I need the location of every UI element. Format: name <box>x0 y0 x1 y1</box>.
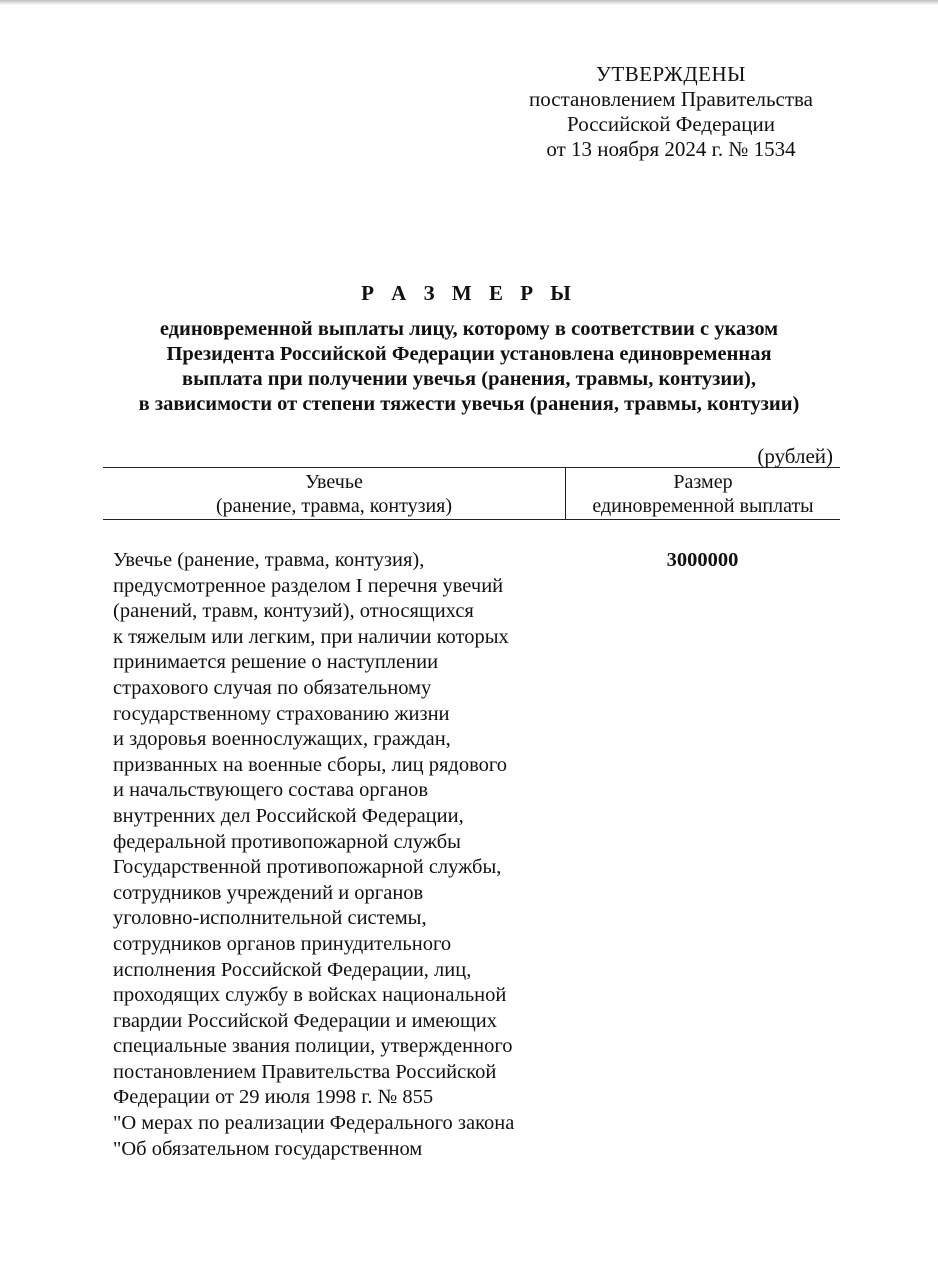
injury-description-cell <box>103 548 565 1162</box>
description-line: страхового случая по обязательному <box>113 676 432 699</box>
description-line: Федерации от 29 июля 1998 г. № 855 <box>113 1086 434 1109</box>
description-line: Государственной противопожарной службы, <box>113 856 502 879</box>
approval-line: от 13 ноября 2024 г. № 1534 <box>546 137 796 161</box>
column-header-line: Увечье <box>305 471 363 493</box>
description-line: предусмотренное разделом I перечня увечий <box>113 574 504 597</box>
description-line: государственному страхованию жизни <box>113 702 450 725</box>
description-line: проходящих службу в войсках национальной <box>113 984 507 1007</box>
description-line: "Об обязательном государственном <box>113 1137 423 1160</box>
description-line: Увечье (ранение, травма, контузия), <box>113 549 425 571</box>
approval-line: постановлением Правительства <box>528 87 813 111</box>
description-line: сотрудников органов принудительного <box>113 932 452 955</box>
subtitle-line: в зависимости от степени тяжести увечья (ранения, травмы, контузии) <box>138 393 800 415</box>
table-row <box>103 520 840 1162</box>
description-line: (ранений, травм, контузий), относящихся <box>113 600 474 623</box>
payment-amount-cell: 3000000 <box>666 549 739 571</box>
column-header-amount <box>566 468 840 519</box>
description-line: "О мерах по реализации Федерального закона <box>113 1112 515 1135</box>
description-line: призванных на военные сборы, лиц рядового <box>113 753 508 776</box>
document-title: Р А З М Е Р Ы <box>361 281 577 305</box>
page-top-shadow <box>0 0 938 5</box>
description-line: гвардии Российской Федерации и имеющих <box>113 1009 497 1032</box>
approval-line: Российской Федерации <box>567 112 775 136</box>
column-header-injury <box>103 468 566 519</box>
description-line: сотрудников учреждений и органов <box>113 881 424 904</box>
payment-table <box>103 467 840 1162</box>
column-header-line: Размер <box>673 471 733 493</box>
approval-stamp-block <box>500 62 842 162</box>
description-line: к тяжелым или легким, при наличии которых <box>113 625 509 648</box>
document-subtitle <box>60 317 878 417</box>
description-line: и начальствующего состава органов <box>113 779 429 802</box>
approval-heading: УТВЕРЖДЕНЫ <box>596 62 746 86</box>
description-line: уголовно-исполнительной системы, <box>113 907 427 930</box>
subtitle-line: Президента Российской Федерации установлена единовременная <box>166 343 772 365</box>
description-line: исполнения Российской Федерации, лиц, <box>113 958 472 981</box>
description-line: внутренних дел Российской Федерации, <box>113 804 464 827</box>
column-header-line: единовременной выплаты <box>592 495 814 517</box>
units-label: (рублей) <box>757 444 833 468</box>
description-line: постановлением Правительства Российской <box>113 1060 497 1083</box>
column-header-line: (ранение, травма, контузия) <box>215 495 453 517</box>
subtitle-line: единовременной выплаты лицу, которому в соответствии с указом <box>159 318 779 340</box>
subtitle-line: выплата при получении увечья (ранения, травмы, контузии), <box>182 368 756 390</box>
description-line: федеральной противопожарной службы <box>113 830 461 853</box>
description-line: и здоровья военнослужащих, граждан, <box>113 728 451 751</box>
description-line: принимается решение о наступлении <box>113 651 439 674</box>
description-line: специальные звания полиции, утвержденного <box>113 1035 513 1058</box>
table-header-row <box>103 467 840 520</box>
